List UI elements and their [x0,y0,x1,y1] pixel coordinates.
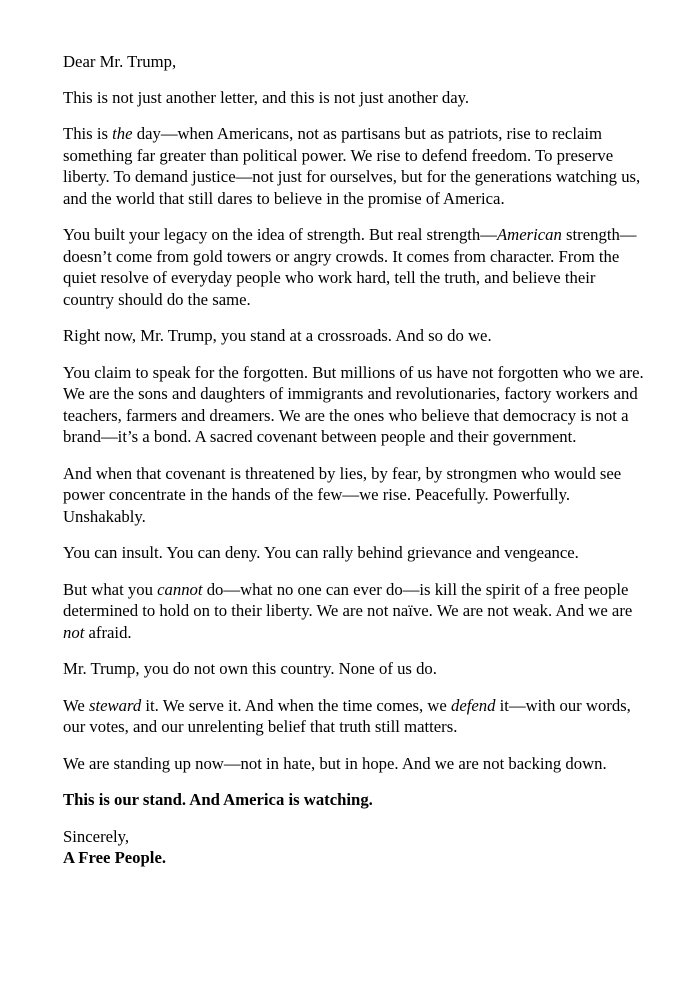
paragraph-3-text-a: You built your legacy on the idea of strength. But real strength— [63,225,497,244]
paragraph-10-text-e: it—with our words, our votes, and our unrelenting belief that truth still matters. [63,695,631,736]
paragraph-3-text-c: strength—doesn’t come from gold towers or angry crowds. It comes from character. From the quiet resolve of everyday people who work hard, tell the truth, and believe their country should do the same. [63,225,637,309]
paragraph-10 [63,695,648,738]
letter-body [63,51,648,869]
paragraph-8-emphasis-cannot: cannot [157,579,203,599]
paragraph-8-text-a: But what you [63,579,158,599]
paragraph-4: Right now, Mr. Trump, you stand at a crossroads. And so do we. [63,326,492,345]
paragraph-5: You claim to speak for the forgotten. But millions of us have not forgotten who we are. We are the sons and daughters of immigrants and revolutionaries, factory workers and teachers, farmers and dreamers. We are the ones who believe that democracy is not a brand—it’s a bond. A sacred covenant between people and their government. [63,362,644,446]
paragraph-10-text-c: it. We serve it. And when the time comes, we [141,695,452,715]
paragraph-3-emphasis: American [496,225,562,244]
paragraph-6: And when that covenant is threatened by lies, by fear, by strongmen who would see power concentrate in the hands of the few—we rise. Peacefully. Powerfully. Unshakably. [63,463,622,526]
paragraph-10-emphasis-defend: defend [451,695,496,715]
paragraph-3 [63,224,648,310]
signature: A Free People. [63,848,167,867]
paragraph-1: This is not just another letter, and this is not just another day. [63,87,470,107]
paragraph-12-bold-statement: This is our stand. And America is watching. [63,790,373,809]
paragraph-8 [63,579,648,644]
paragraph-2-text-a: This is [63,124,113,143]
paragraph-2-text-c: day—when Americans, not as partisans but as patriots, rise to reclaim something far greater than political power. We rise to defend freedom. To preserve liberty. To demand justice—not just for ourselves, but for the generations watching us, and the world that still dares to believe in the promise of America. [63,124,641,208]
paragraph-8-text-e: afraid. [84,622,132,642]
paragraph-11: We are standing up now—not in hate, but in hope. And we are not backing down. [63,753,607,773]
paragraph-8-emphasis-not: not [63,622,85,642]
greeting: Dear Mr. Trump, [63,52,177,71]
paragraph-9: Mr. Trump, you do not own this country. None of us do. [63,659,437,678]
paragraph-2-emphasis: the [112,124,133,143]
closing: Sincerely, [63,826,130,846]
paragraph-10-text-a: We [63,695,89,715]
paragraph-2 [63,123,648,209]
paragraph-8-text-c: do—what no one can ever do—is kill the spirit of a free people determined to hold on to their liberty. We are not naïve. We are not weak. And we are [63,579,633,620]
paragraph-7: You can insult. You can deny. You can rally behind grievance and vengeance. [63,543,579,562]
paragraph-10-emphasis-steward: steward [89,695,142,715]
